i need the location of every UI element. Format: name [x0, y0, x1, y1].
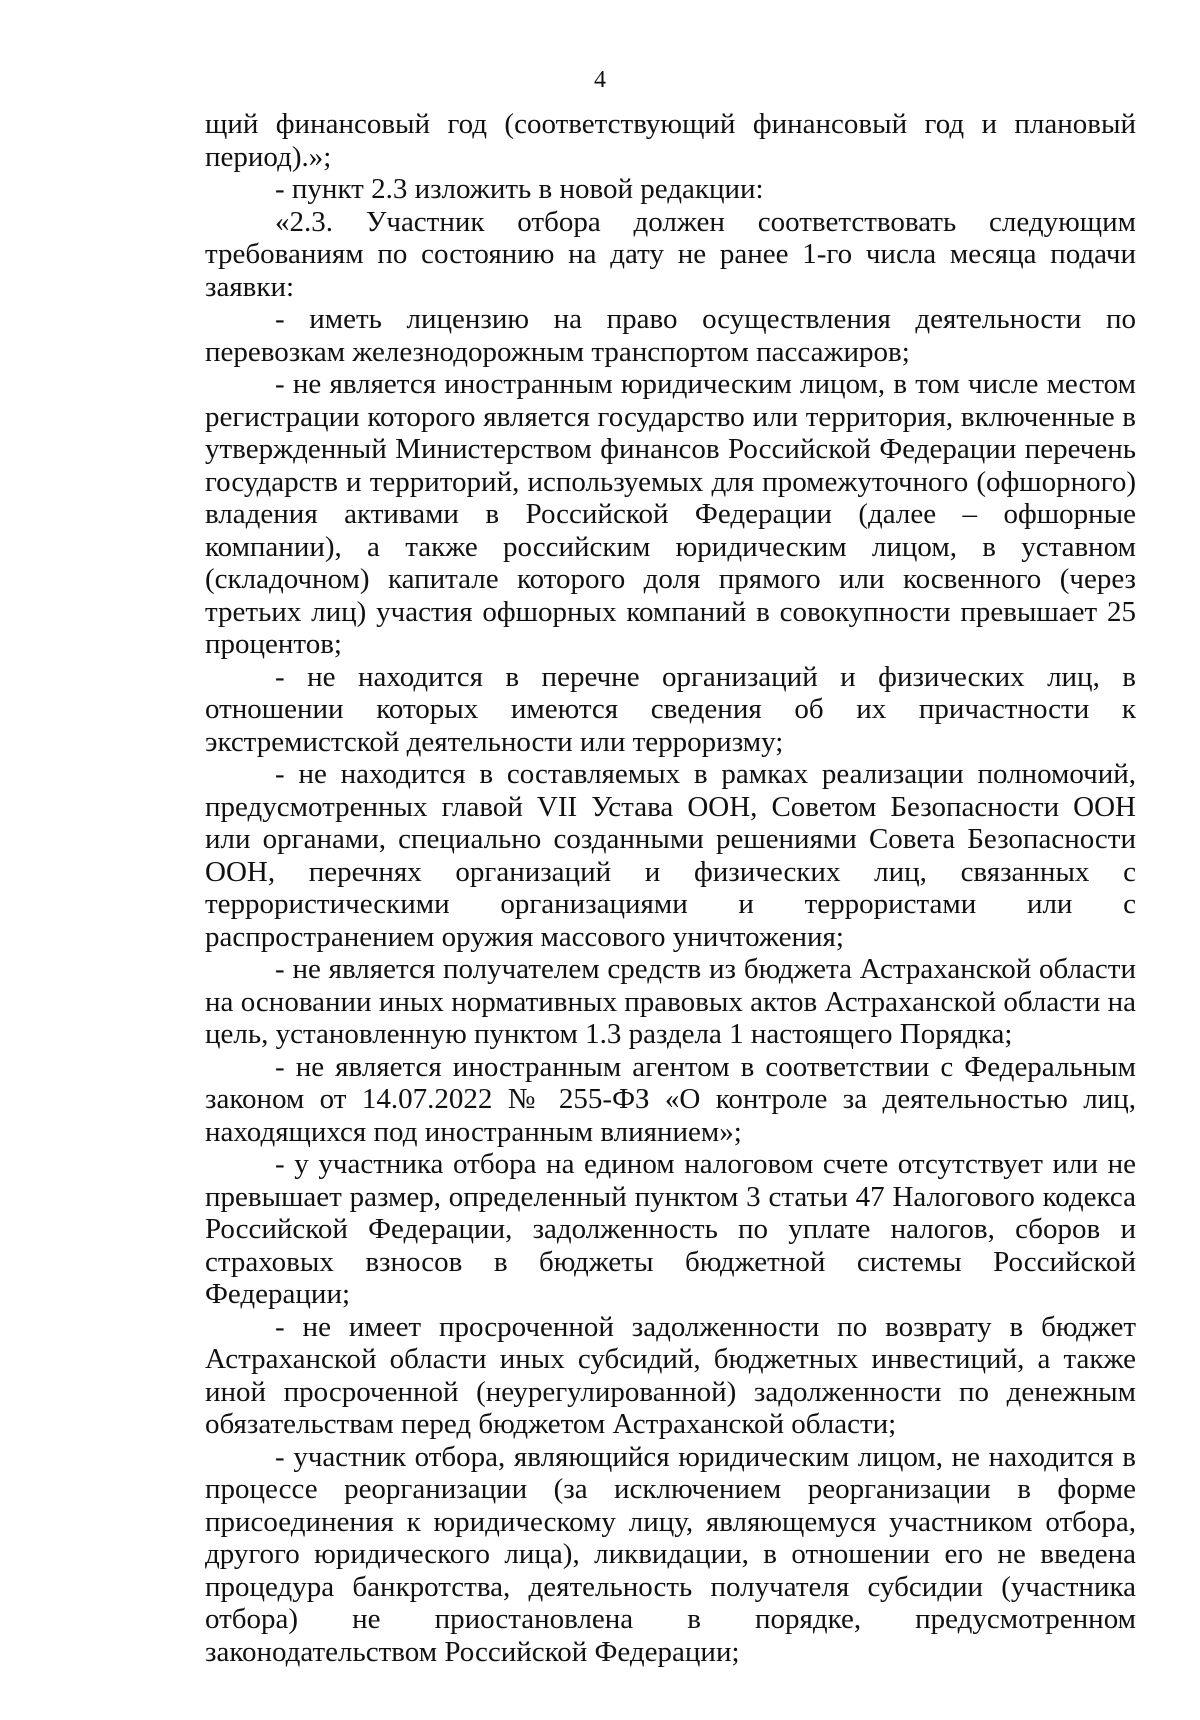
requirement-tax-debt: - у участника отбора на едином налоговом счете отсутствует или не превышает размер, определенный пунктом 3 статьи 47 Налогового кодекса Российской Федерации, задолженность по уплате налогов, сборов и страховых взносов в бюджеты бюджетной системы Российской Федерации;	[205, 1148, 1136, 1310]
paragraph-continuation: щий финансовый год (соответствующий финансовый год и плановый период).»;	[205, 108, 1136, 173]
document-body	[205, 108, 1136, 1668]
requirement-license: - иметь лицензию на право осуществления деятельности по перевозкам железнодорожным транспортом пассажиров;	[205, 303, 1136, 368]
requirement-not-reorganization: - участник отбора, являющийся юридическим лицом, не находится в процессе реорганизации (за исключением реорганизации в форме присоединения к юридическому лицу, являющемуся участником отбора, другого юридического лица), ликвидации, в отношении его не введена процедура банкротства, деятельность получателя субсидии (участника отбора) не приостановлена в порядке, предусмотренном законодательством Российской Федерации;	[205, 1440, 1136, 1668]
requirement-not-un-sanctions-list: - не находится в составляемых в рамках реализации полномочий, предусмотренных главой VII Устава ООН, Советом Безопасности ООН или органами, специально созданными решениями Совета Безопасности ООН, перечнях организаций и физических лиц, связанных с террористическими организациями и террористами или с распространением оружия массового уничтожения;	[205, 758, 1136, 953]
requirement-not-foreign-entity: - не является иностранным юридическим лицом, в том числе местом регистрации которого является государство или территория, включенные в утвержденный Министерством финансов Российской Федерации перечень государств и территорий, используемых для промежуточного (офшорного) владения активами в Российской Федерации (далее – офшорные компании), а также российским юридическим лицом, в уставном (складочном) капитале которого доля прямого или косвенного (через третьих лиц) участия офшорных компаний в совокупности превышает 25 процентов;	[205, 368, 1136, 660]
page-number: 4	[594, 67, 606, 93]
paragraph-amendment-intro: - пункт 2.3 изложить в новой редакции:	[275, 173, 764, 205]
requirement-not-other-budget-recipient: - не является получателем средств из бюджета Астраханской области на основании иных нормативных правовых актов Астраханской области на цель, установленную пунктом 1.3 раздела 1 настоящего Порядка;	[205, 953, 1136, 1050]
requirement-no-overdue-debt: - не имеет просроченной задолженности по возврату в бюджет Астраханской области иных субсидий, бюджетных инвестиций, а также иной просроченной (неурегулированной) задолженности по денежным обязательствам перед бюджетом Астраханской области;	[205, 1310, 1136, 1440]
paragraph-clause-2-3: «2.3. Участник отбора должен соответствовать следующим требованиям по состоянию на дату не ранее 1-го числа месяца подачи заявки:	[205, 205, 1136, 303]
requirement-not-foreign-agent: - не является иностранным агентом в соответствии с Федеральным законом от 14.07.2022 № 255-ФЗ «О контроле за деятельностью лиц, находящихся под иностранным влиянием»;	[205, 1050, 1136, 1148]
requirement-not-extremist-list: - не находится в перечне организаций и физических лиц, в отношении которых имеются сведения об их причастности к экстремистской деятельности или терроризму;	[205, 660, 1136, 758]
